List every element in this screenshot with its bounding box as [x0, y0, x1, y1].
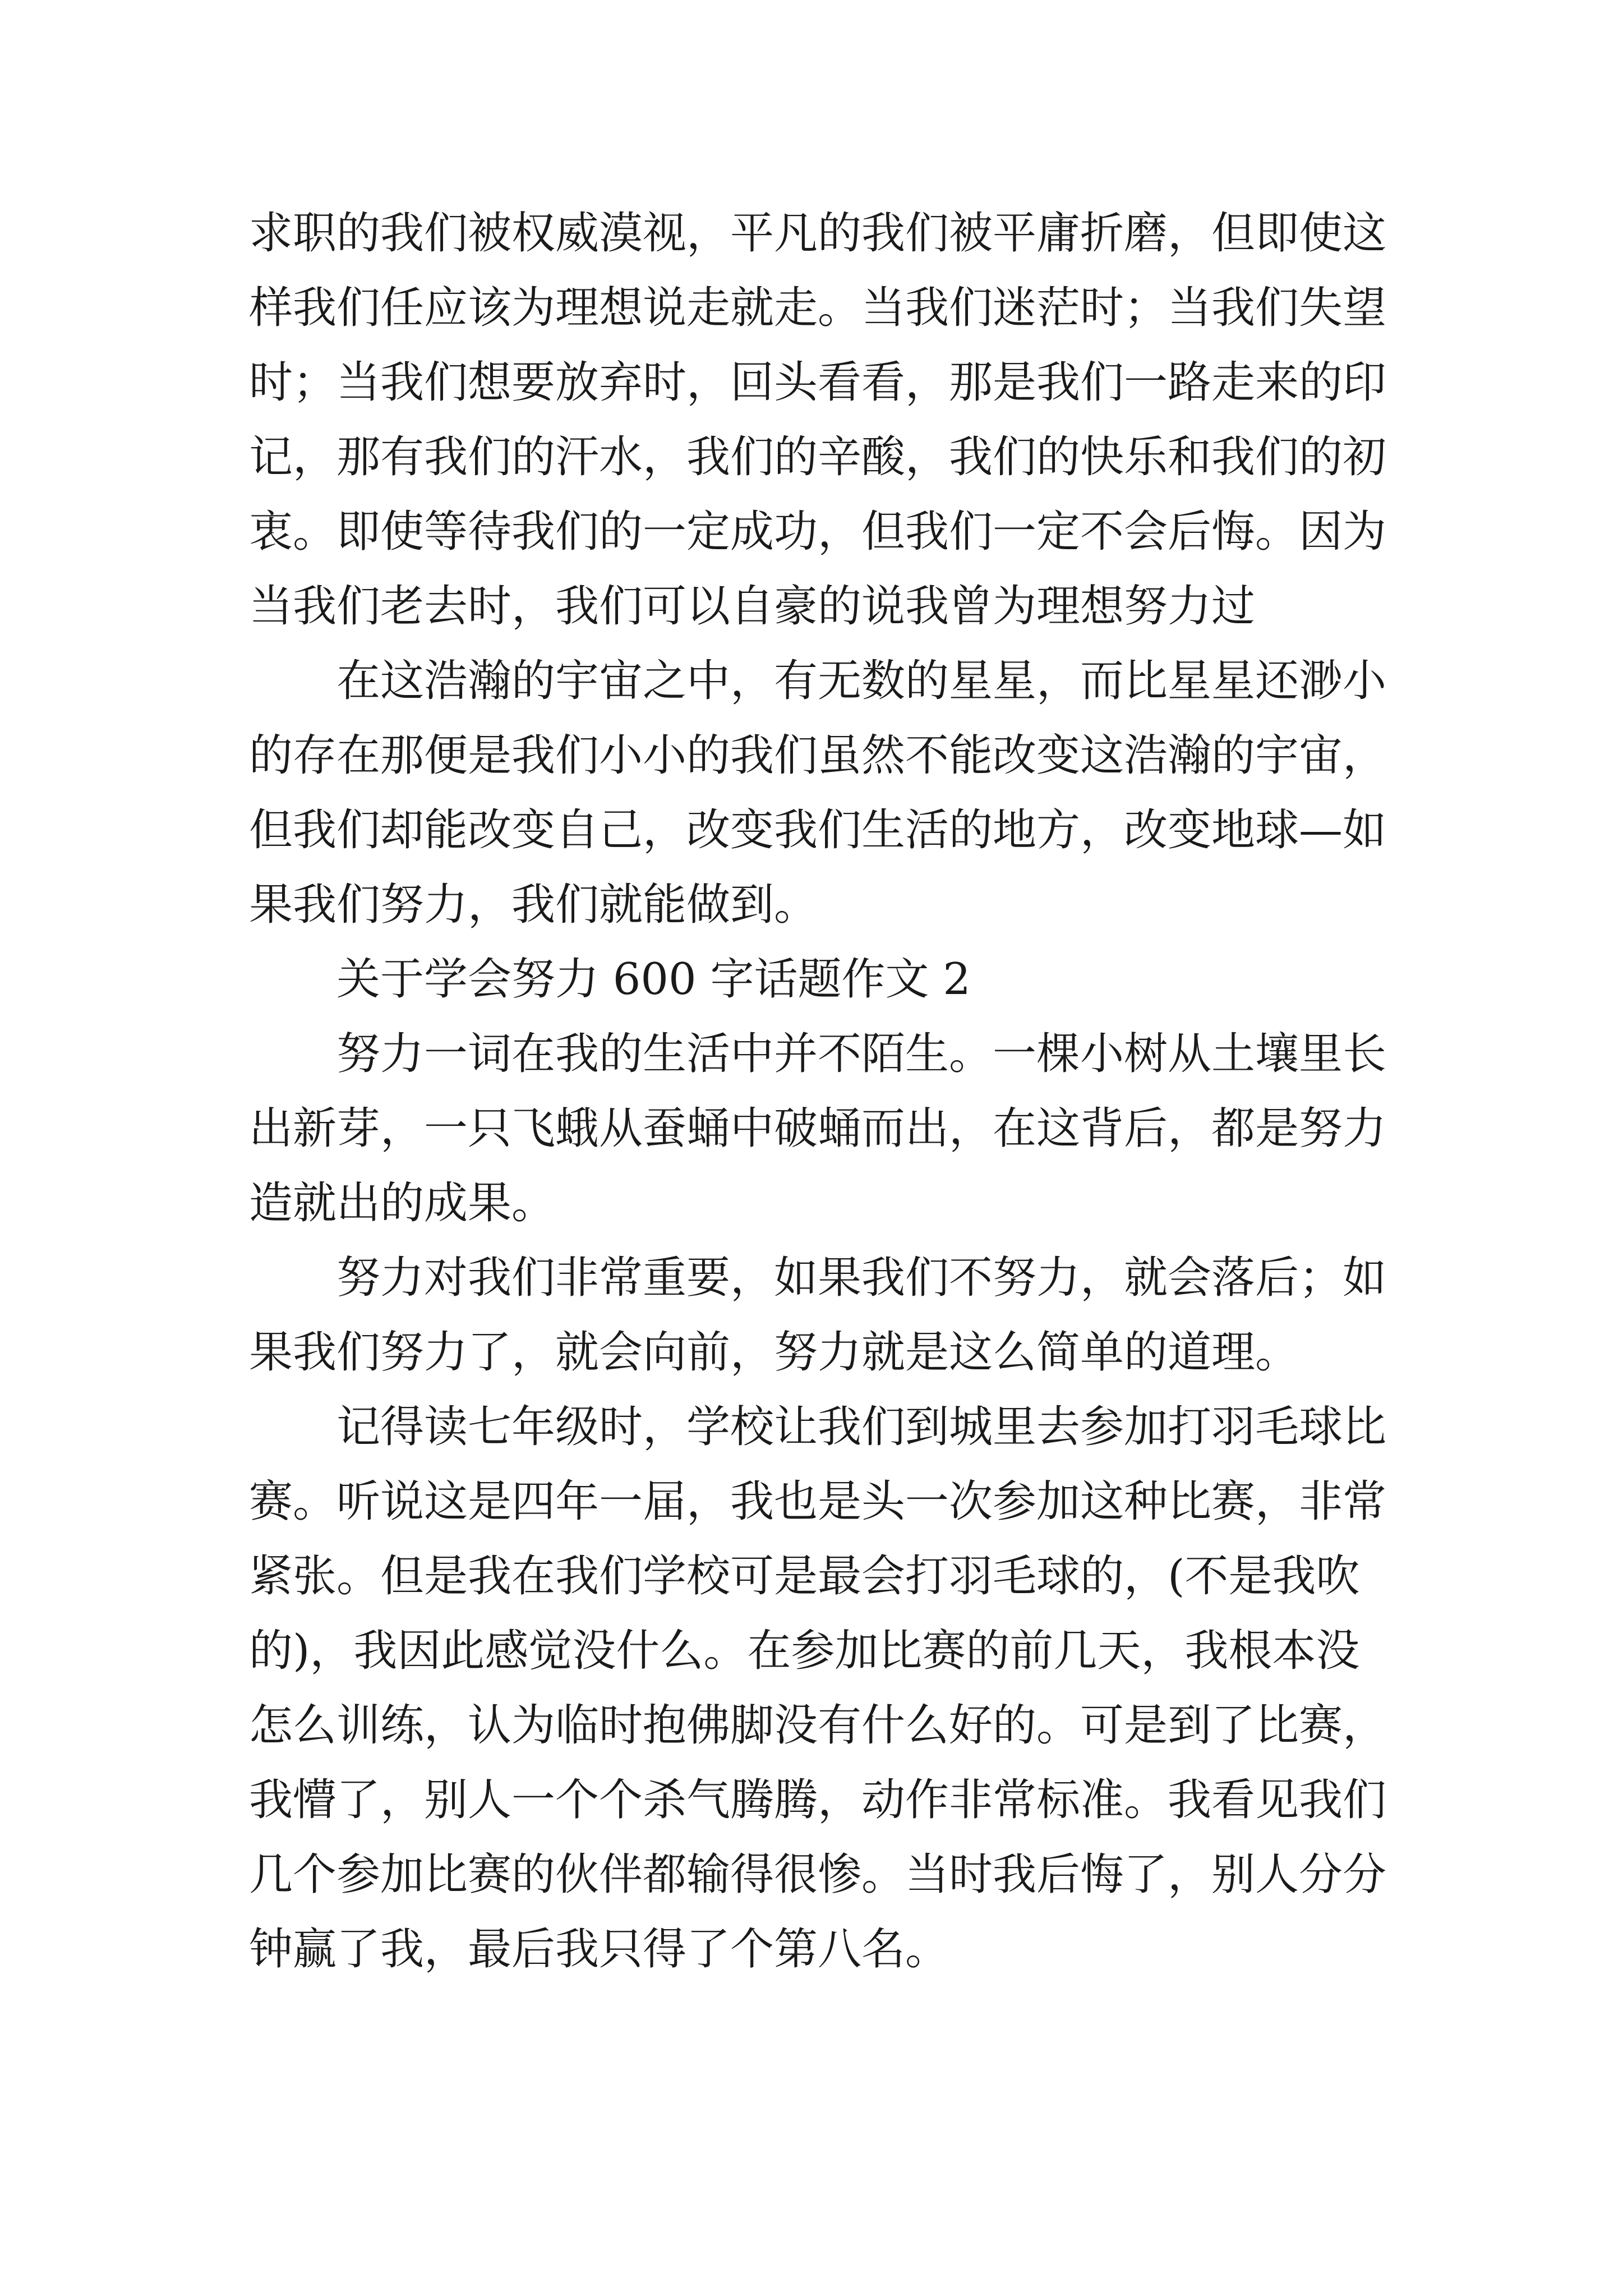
text-line: 努力一词在我的生活中并不陌生。一棵小树从土壤里长: [336, 1029, 1387, 1079]
text-line: 的)，我因此感觉没什么。在参加比赛的前几天，我根本没: [249, 1626, 1360, 1676]
text-line: 衷。即使等待我们的一定成功，但我们一定不会后悔。因为: [249, 507, 1387, 557]
text-line: 但我们却能改变自己，改变我们生活的地方，改变地球—如: [249, 805, 1387, 855]
paragraph: [249, 1017, 1393, 1241]
text-line: 几个参加比赛的伙伴都输得很惨。当时我后悔了，别人分分: [249, 1849, 1387, 1900]
text-line: 努力对我们非常重要，如果我们不努力，就会落后；如: [336, 1253, 1387, 1303]
text-line: 在这浩瀚的宇宙之中，有无数的星星，而比星星还渺小: [336, 656, 1387, 706]
heading-text: 关于学会努力 600 字话题作文 2: [336, 954, 971, 1005]
text-line: 样我们任应该为理想说走就走。当我们迷茫时；当我们失望: [249, 283, 1387, 333]
text-line: 造就出的成果。: [249, 1178, 556, 1228]
text-line: 紧张。但是我在我们学校可是最会打羽毛球的，(不是我吹: [249, 1551, 1360, 1602]
paragraph: [249, 1241, 1393, 1390]
text-line: 赛。听说这是四年一届，我也是头一次参加这种比赛，非常: [249, 1476, 1387, 1527]
paragraph: [249, 1390, 1393, 1987]
text-line: 时；当我们想要放弃时，回头看看，那是我们一路走来的印: [249, 357, 1387, 408]
text-line: 当我们老去时，我们可以自豪的说我曾为理想努力过: [249, 581, 1256, 632]
text-line: 出新芽，一只飞蛾从蚕蛹中破蛹而出，在这背后，都是努力: [249, 1103, 1387, 1154]
text-line: 记，那有我们的汗水，我们的辛酸，我们的快乐和我们的初: [249, 432, 1387, 482]
text-line: 的存在那便是我们小小的我们虽然不能改变这浩瀚的宇宙，: [249, 730, 1387, 781]
section-heading: [249, 942, 1393, 1017]
text-line: 记得读七年级时，学校让我们到城里去参加打羽毛球比: [336, 1402, 1387, 1452]
text-line: 钟赢了我，最后我只得了个第八名。: [249, 1924, 949, 1975]
text-line: 果我们努力，我们就能做到。: [249, 880, 818, 930]
document-body: [249, 196, 1393, 1987]
text-line: 果我们努力了，就会向前，努力就是这么简单的道理。: [249, 1327, 1299, 1378]
text-line: 我懵了，别人一个个杀气腾腾，动作非常标准。我看见我们: [249, 1775, 1387, 1825]
paragraph: [249, 644, 1393, 942]
text-line: 怎么训练，认为临时抱佛脚没有什么好的。可是到了比赛，: [249, 1700, 1387, 1751]
paragraph: [249, 196, 1393, 644]
text-line: 求职的我们被权威漠视，平凡的我们被平庸折磨，但即使这: [249, 208, 1387, 259]
